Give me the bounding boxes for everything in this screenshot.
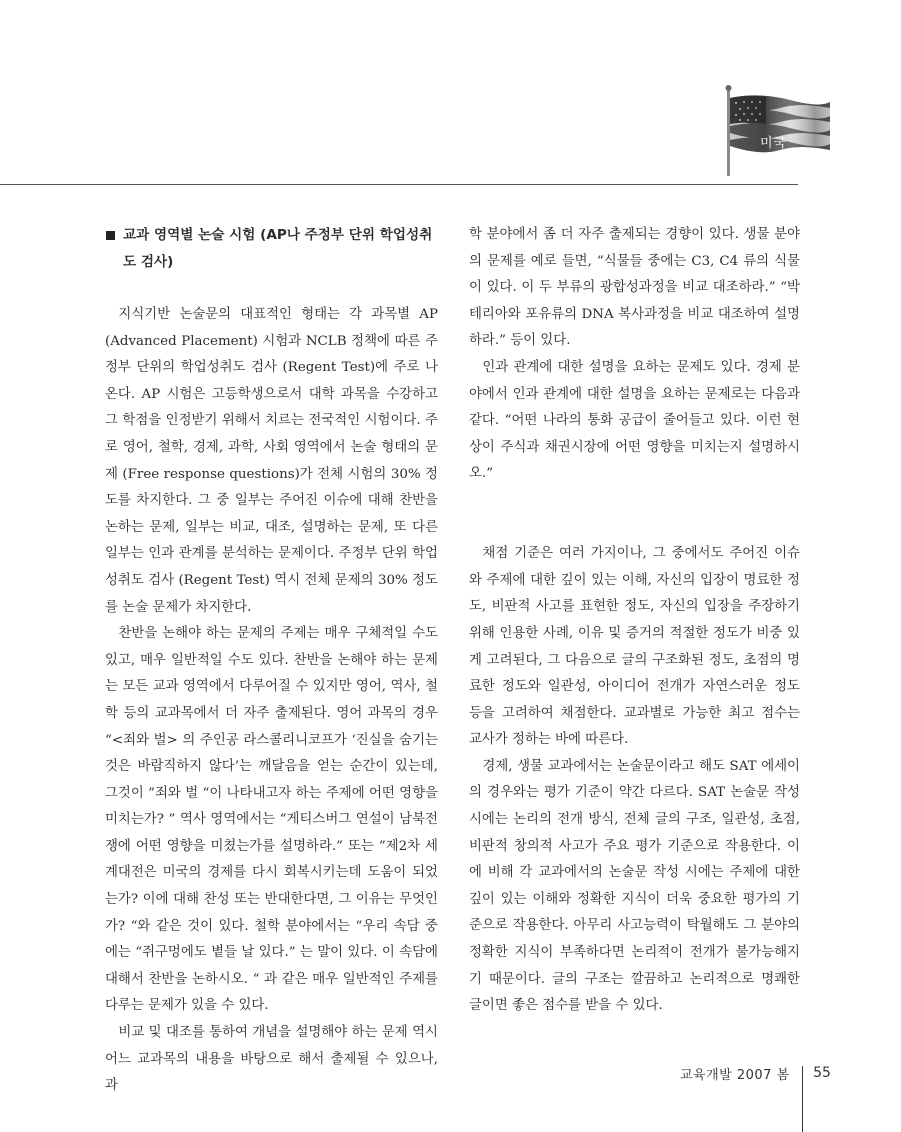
paragraph: 학 분야에서 좀 더 자주 출제되는 경향이 있다. 생물 분야의 문제를 예로 들면, “식물들 중에는 C3, C4 류의 식물이 있다. 이 두 부류의 광합성과정을 비교 대조하라.” “박테리아와 포유류의 DNA 복사과정을 비교 대조하여 설명하라.” 등이 있다. (469, 227, 800, 349)
paragraph: 인과 관계에 대한 설명을 요하는 문제도 있다. 경제 분야에서 인과 관계에 대한 설명을 요하는 문제로는 다음과 같다. “어떤 나라의 통화 공급이 줄어들고 있다. 이런 현상이 주식과 채권시장에 어떤 영향을 미치는지 설명하시오.” (469, 359, 800, 482)
paragraph-gap (469, 488, 800, 515)
footer-divider (802, 1066, 804, 1132)
us-flag-image (720, 84, 832, 176)
section-heading-text: 교과 영역별 논술 시험 (AP나 주정부 단위 학업성취도 검사) (123, 227, 433, 270)
paragraph: 지식기반 논술문의 대표적인 형태는 각 과목별 AP (Advanced Placement) 시험과 NCLB 정책에 따른 주 정부 단위의 학업성취도 검사 (Regent Test)에 주로 나온다. AP 시험은 고등학생으로서 대학 과목을 수강하고 그 학점을 인정받기 위해서 치르는 전국적인 시험이다. 주로 영어, 철학, 경제, 과학, 사회 영역에서 논술 형태의 문제 (Free response questions)가 전체 시험의 30% 정도를 차지한다. 그 중 일부는 주어진 이슈에 대해 찬반을 논하는 문제, 일부는 비교, 대조, 설명하는 문제, 또 다른 일부는 인과 관계를 분석하는 문제이다. 주정부 단위 학업 성취도 검사 (Regent Test) 역시 전체 문제의 30% 정도를 논술 문제가 차지한다. (105, 307, 438, 615)
page-number: 55 (813, 1065, 831, 1081)
page-footer (680, 1040, 831, 1106)
header-rule (0, 184, 798, 185)
flag-caption: 미국 (760, 136, 788, 151)
right-column (469, 222, 800, 1020)
us-flag-icon (720, 84, 832, 176)
paragraph: 채점 기준은 여러 가지이나, 그 중에서도 주어진 이슈와 주제에 대한 깊이 있는 이해, 자신의 입장이 명료한 정도, 비판적 사고를 표현한 정도, 자신의 입장을 주장하기 위해 인용한 사례, 이유 및 증거의 적절한 정도가 비중 있게 고려된다, 그 다음으로 글의 구조화된 정도, 초점의 명료한 정도와 일관성, 아이디어 전개가 자연스러운 정도 등을 고려하여 채점한다. 교과별로 가능한 최고 점수는 교사가 정하는 바에 따른다. (469, 546, 800, 748)
paragraph: 경제, 생물 교과에서는 논술문이라고 해도 SAT 에세이의 경우와는 평가 기준이 약간 다르다. SAT 논술문 작성 시에는 논리의 전개 방식, 전체 글의 구조, 일관성, 초점, 비판적 창의적 사고가 주요 평가 기준으로 작용한다. 이에 비해 각 교과에서의 논술문 작성 시에는 주제에 대한 깊이 있는 이해와 정확한 지식이 더욱 중요한 평가의 기준으로 작용한다. 아무리 사고능력이 탁월해도 그 분야의 정확한 지식이 부족하다면 논리적이 전개가 불가능해지기 때문이다. 글의 구조는 깔끔하고 논리적으로 명쾌한 글이면 좋은 점수를 받을 수 있다. (469, 758, 800, 1014)
paragraph: 비교 및 대조를 통하여 개념을 설명해야 하는 문제 역시 어느 교과목의 내용을 바탕으로 해서 출제될 수 있으나, 과 (105, 1025, 438, 1094)
paragraph: 찬반을 논해야 하는 문제의 주제는 매우 구체적일 수도 있고, 매우 일반적일 수도 있다. 찬반을 논해야 하는 문제는 모든 교과 영역에서 다루어질 수 있지만 영어, 역사, 철학 등의 교과목에서 더 자주 출제된다. 영어 과목의 경우 “<죄와 벌> 의 주인공 라스콜리니코프가 ‘진실을 숨기는 것은 바람직하지 않다’는 깨달음을 얻는 순간이 있는데, 그것이 ”죄와 벌 “이 나타내고자 하는 주제에 어떤 영향을 미치는가? ” 역사 영역에서는 “게티스버그 연설이 남북전쟁에 어떤 영향을 미쳤는가를 설명하라.” 또는 ”제2차 세계대전은 미국의 경제를 다시 회복시키는데 도움이 되었는가? 이에 대해 찬성 또는 반대한다면, 그 이유는 무엇인가? “와 같은 것이 있다. 철학 분야에서는 “우리 속담 중에는 “쥐구멍에도 볕들 날 있다.” 는 말이 있다. 이 속담에 대해서 찬반을 논하시오. “ 과 같은 매우 일반적인 주제를 다루는 문제가 있을 수 있다. (105, 626, 438, 1014)
paragraph-gap (469, 515, 800, 542)
square-bullet-icon (106, 231, 115, 240)
section-heading (105, 222, 438, 276)
left-column (105, 222, 438, 1100)
magazine-title: 교육개발 2007 봄 (680, 1067, 790, 1083)
